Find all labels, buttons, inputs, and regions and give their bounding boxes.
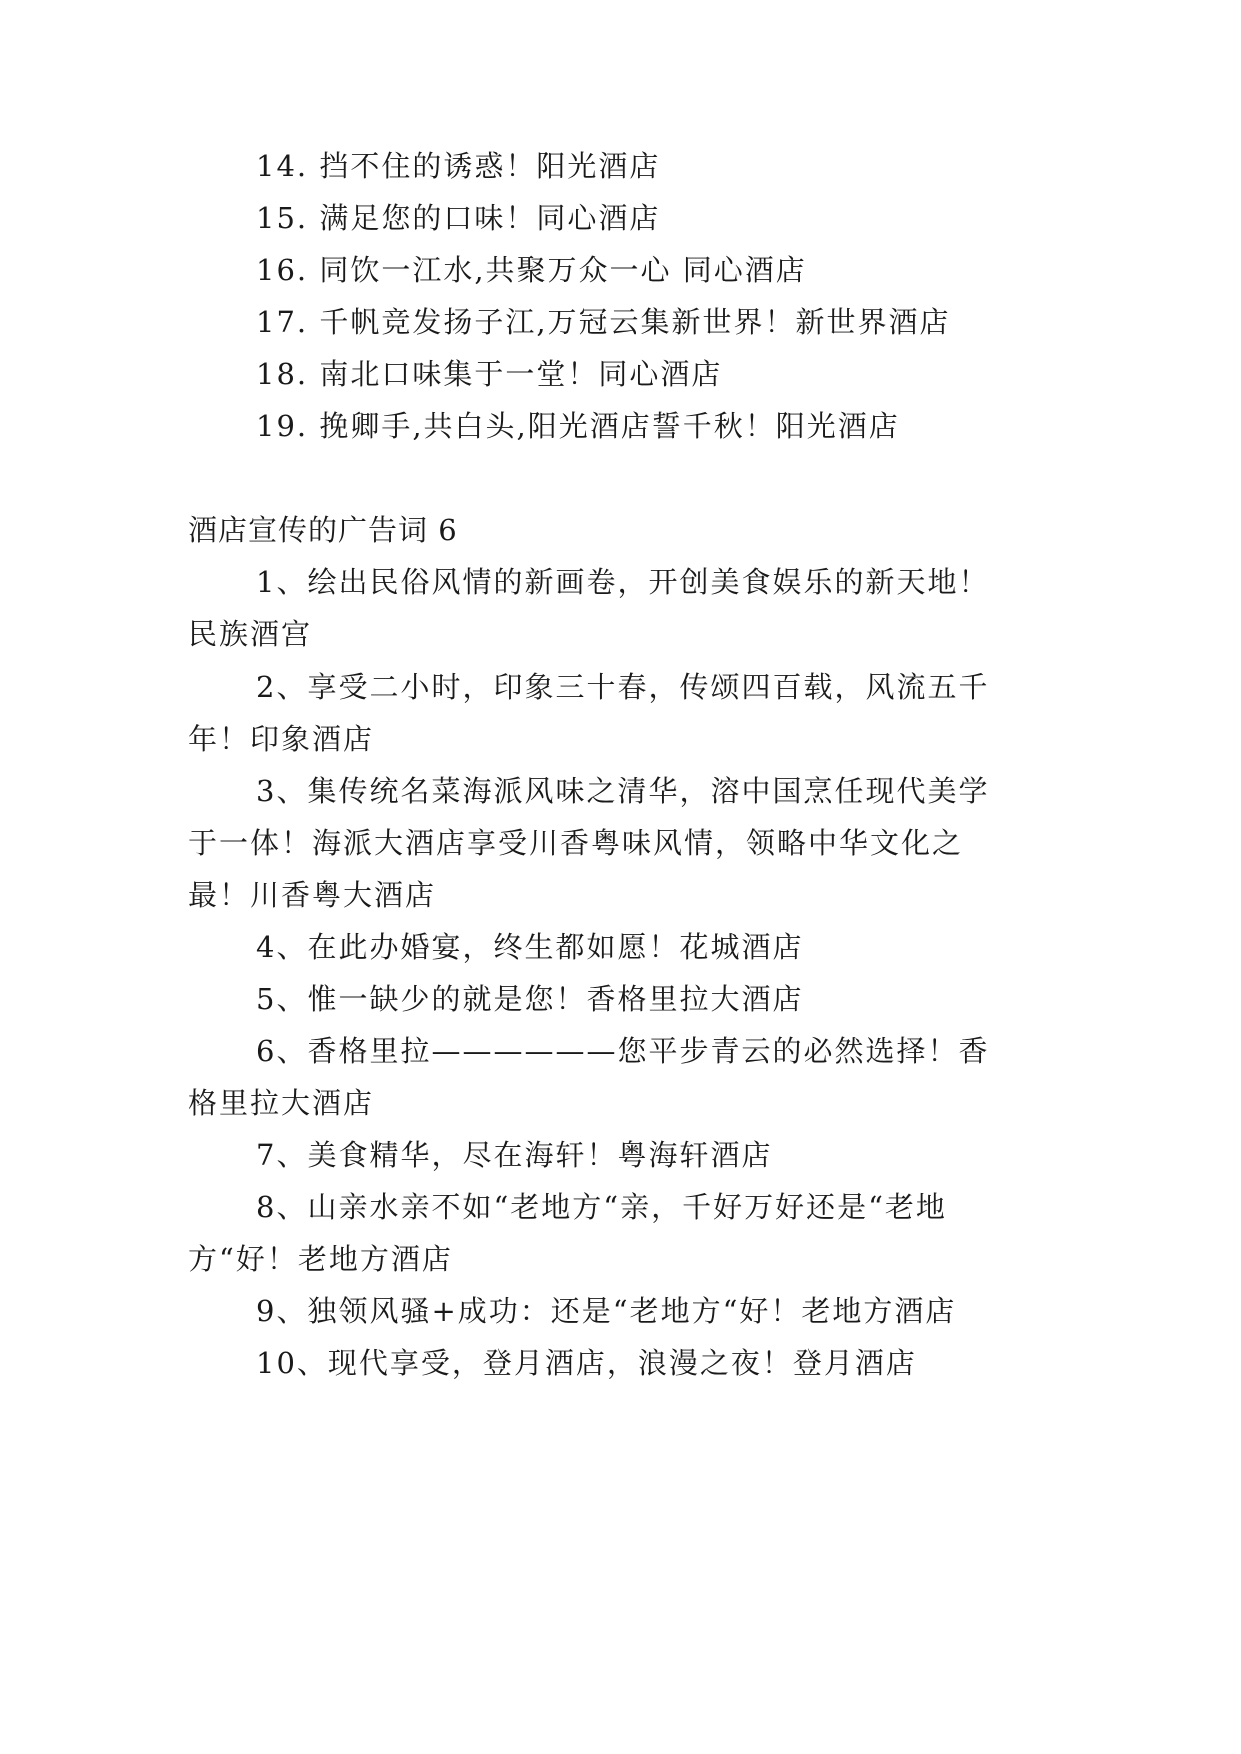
paragraph-line: 年！印象酒店 bbox=[188, 722, 375, 756]
paragraph-line: 方“好！老地方酒店 bbox=[188, 1242, 453, 1276]
paragraph-line: 8、山亲水亲不如“老地方“亲，千好万好还是“老地 bbox=[256, 1190, 947, 1224]
paragraph-line: 最！川香粤大酒店 bbox=[188, 878, 437, 912]
paragraph-line: 9、独领风骚+成功：还是“老地方“好！老地方酒店 bbox=[256, 1294, 957, 1328]
paragraph-line: 3、集传统名菜海派风味之清华，溶中国烹任现代美学 bbox=[256, 774, 990, 808]
list-item: 19. 挽卿手,共白头,阳光酒店誓千秋！阳光酒店 bbox=[256, 409, 900, 443]
section-title: 酒店宣传的广告词 6 bbox=[188, 513, 458, 547]
paragraph-line: 10、现代享受，登月酒店，浪漫之夜！登月酒店 bbox=[256, 1346, 917, 1380]
paragraph-line: 格里拉大酒店 bbox=[188, 1086, 375, 1120]
paragraph-line: 4、在此办婚宴，终生都如愿！花城酒店 bbox=[256, 930, 804, 964]
list-item: 18. 南北口味集于一堂！同心酒店 bbox=[256, 357, 723, 391]
list-item: 14. 挡不住的诱惑！阳光酒店 bbox=[256, 149, 661, 183]
paragraph-line: 民族酒宫 bbox=[188, 617, 313, 651]
list-item: 15. 满足您的口味！同心酒店 bbox=[256, 201, 661, 235]
paragraph-line: 7、美食精华，尽在海轩！粤海轩酒店 bbox=[256, 1138, 773, 1172]
paragraph-line: 1、绘出民俗风情的新画卷，开创美食娱乐的新天地！ bbox=[256, 565, 990, 599]
list-item: 17. 千帆竞发扬子江,万冠云集新世界！新世界酒店 bbox=[256, 305, 951, 339]
paragraph-line: 2、享受二小时，印象三十春，传颂四百载，风流五千 bbox=[256, 670, 990, 704]
list-item: 16. 同饮一江水,共聚万众一心 同心酒店 bbox=[256, 253, 807, 287]
paragraph-line: 6、香格里拉——————您平步青云的必然选择！香 bbox=[256, 1034, 990, 1068]
paragraph-line: 5、惟一缺少的就是您！香格里拉大酒店 bbox=[256, 982, 804, 1016]
paragraph-line: 于一体！海派大酒店享受川香粤味风情，领略中华文化之 bbox=[188, 826, 964, 860]
